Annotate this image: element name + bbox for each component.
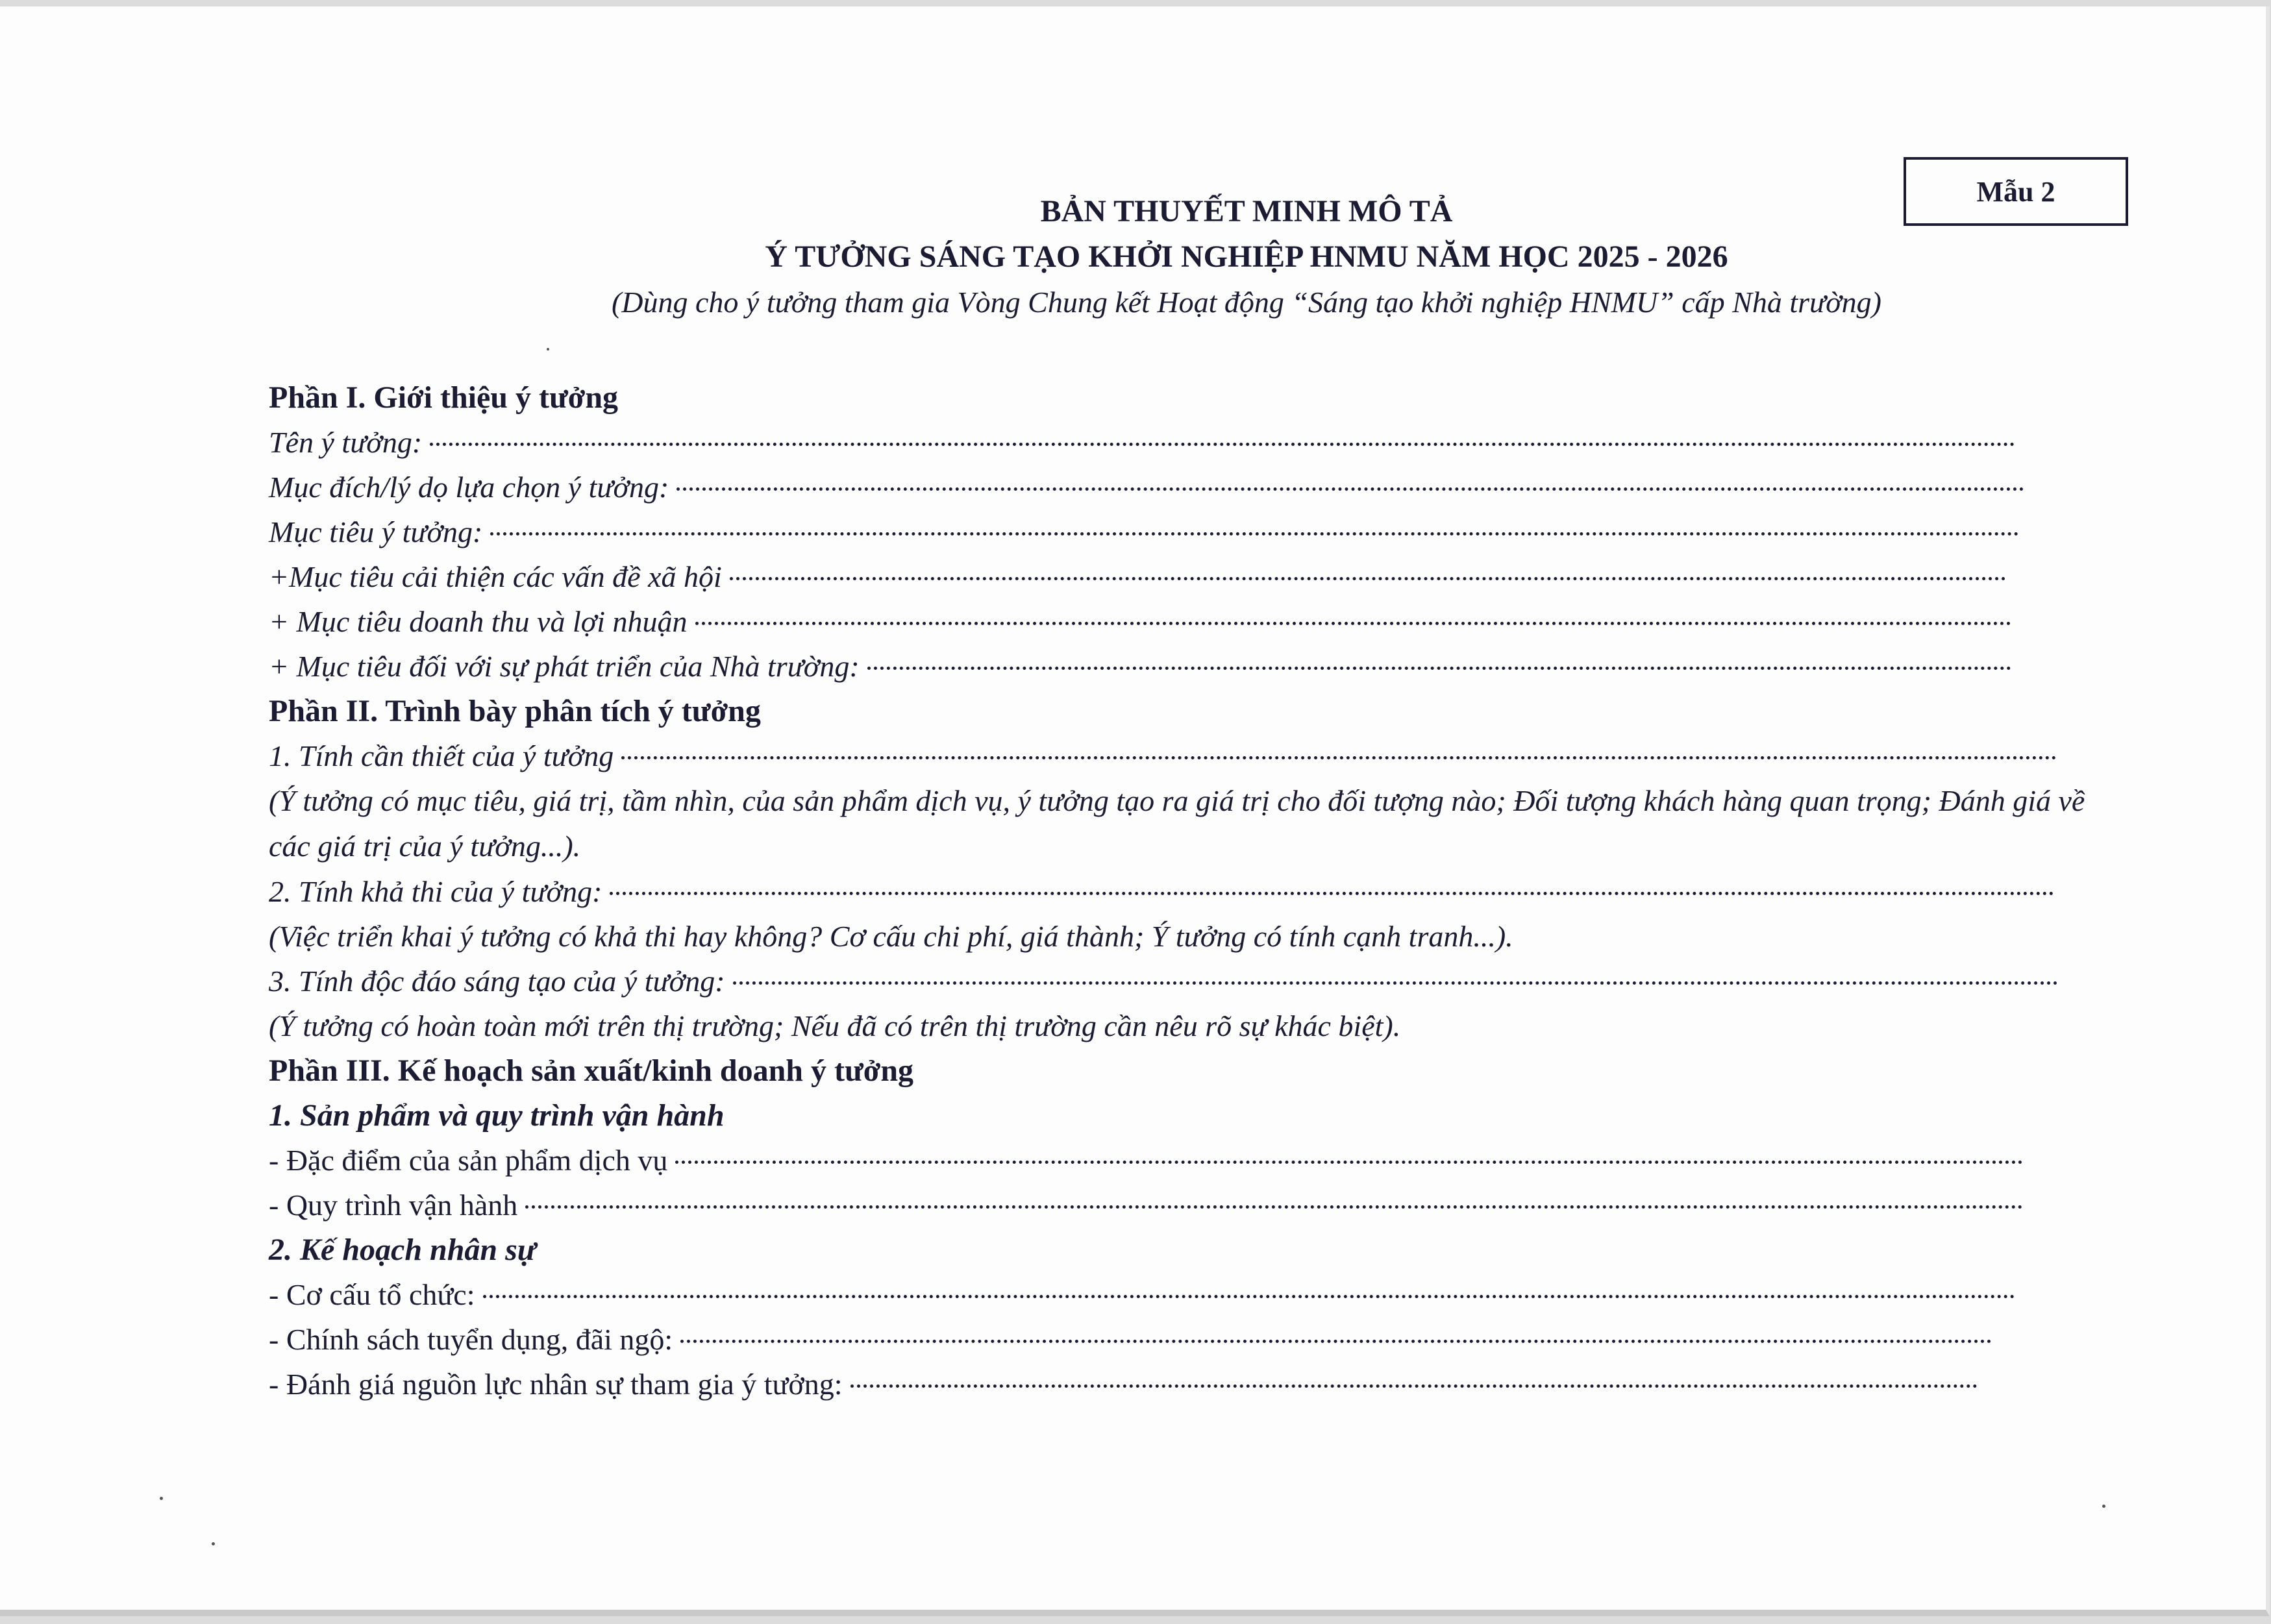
fill-in-line[interactable] <box>680 1340 1992 1343</box>
fill-in-line[interactable] <box>675 1161 2023 1164</box>
fill-in-line[interactable] <box>430 443 2015 446</box>
fill-in-line[interactable] <box>676 487 2024 491</box>
subheading-product-process: 1. Sản phẩm và quy trình vận hành <box>269 1098 725 1133</box>
field-feasibility: 2. Tính khả thi của ý tưởng: <box>269 869 2054 914</box>
scan-speck <box>212 1542 215 1545</box>
scan-speck <box>547 348 549 351</box>
form-number-badge: Mẫu 2 <box>1904 157 2128 226</box>
subheading-hr-plan: 2. Kế hoạch nhân sự <box>269 1233 536 1267</box>
scan-speck <box>2102 1505 2105 1508</box>
section-heading-part1: Phần I. Giới thiệu ý tưởng <box>269 380 619 415</box>
field-idea-purpose: Mục đích/lý dọ lựa chọn ý tưởng: <box>269 465 2024 510</box>
note-feasibility: (Việc triển khai ý tưởng có khả thi hay không? Cơ cấu chi phí, giá thành; Ý tưởng có tính cạnh tranh...). <box>269 920 1513 953</box>
field-goal-social: +Mục tiêu cải thiện các vấn đề xã hội <box>269 554 2006 599</box>
document-title: BẢN THUYẾT MINH MÔ TẢ <box>1040 194 1453 228</box>
fill-in-line[interactable] <box>525 1205 2023 1209</box>
fill-in-line[interactable] <box>730 577 2006 580</box>
field-goal-school: + Mục tiêu đối với sự phát triển của Nhà trường: <box>269 644 2011 689</box>
field-goal-revenue: + Mục tiêu doanh thu và lợi nhuận <box>269 599 2011 644</box>
field-necessity: 1. Tính cần thiết của ý tưởng <box>269 733 2057 778</box>
field-idea-goal: Mục tiêu ý tưởng: <box>269 510 2019 554</box>
field-hr-evaluation: - Đánh giá nguồn lực nhân sự tham gia ý tưởng: <box>269 1362 1978 1407</box>
field-product-features: - Đặc điểm của sản phẩm dịch vụ <box>269 1138 2023 1183</box>
section-heading-part3: Phần III. Kế hoạch sản xuất/kinh doanh ý tưởng <box>269 1053 914 1088</box>
fill-in-line[interactable] <box>695 622 2011 625</box>
fill-in-line[interactable] <box>850 1384 1978 1388</box>
form-content <box>269 375 2087 1407</box>
fill-in-line[interactable] <box>610 892 2054 895</box>
document-title-line2: Ý TƯỞNG SÁNG TẠO KHỞI NGHIỆP HNMU NĂM HỌC 2025 - 2026 <box>765 240 1728 274</box>
fill-in-line[interactable] <box>733 981 2058 985</box>
section-heading-part2: Phần II. Trình bày phân tích ý tưởng <box>269 694 761 728</box>
field-org-structure: - Cơ cấu tổ chức: <box>269 1272 2015 1317</box>
field-idea-name: Tên ý tưởng: <box>269 420 2015 465</box>
scan-speck <box>160 1497 163 1500</box>
note-originality: (Ý tưởng có hoàn toàn mới trên thị trường; Nếu đã có trên thị trường cần nêu rõ sự khác biệt). <box>269 1009 1401 1042</box>
field-recruitment-policy: - Chính sách tuyển dụng, đãi ngộ: <box>269 1317 1992 1362</box>
document-page <box>0 6 2270 1616</box>
fill-in-line[interactable] <box>867 667 2011 670</box>
field-originality: 3. Tính độc đáo sáng tạo của ý tưởng: <box>269 959 2058 1003</box>
fill-in-line[interactable] <box>621 756 2057 759</box>
document-subtitle: (Dùng cho ý tưởng tham gia Vòng Chung kết Hoạt động “Sáng tạo khởi nghiệp HNMU” cấp Nhà trường) <box>611 286 1882 319</box>
fill-in-line[interactable] <box>483 1295 2016 1298</box>
field-operating-process: - Quy trình vận hành <box>269 1183 2023 1227</box>
fill-in-line[interactable] <box>490 532 2019 535</box>
note-necessity: (Ý tưởng có mục tiêu, giá trị, tầm nhìn, của sản phẩm dịch vụ, ý tưởng tạo ra giá trị cho đối tượng nào; Đối tượng khách hàng quan trọng; Đánh giá về các giá trị của ý tưởng...). <box>269 784 2085 863</box>
